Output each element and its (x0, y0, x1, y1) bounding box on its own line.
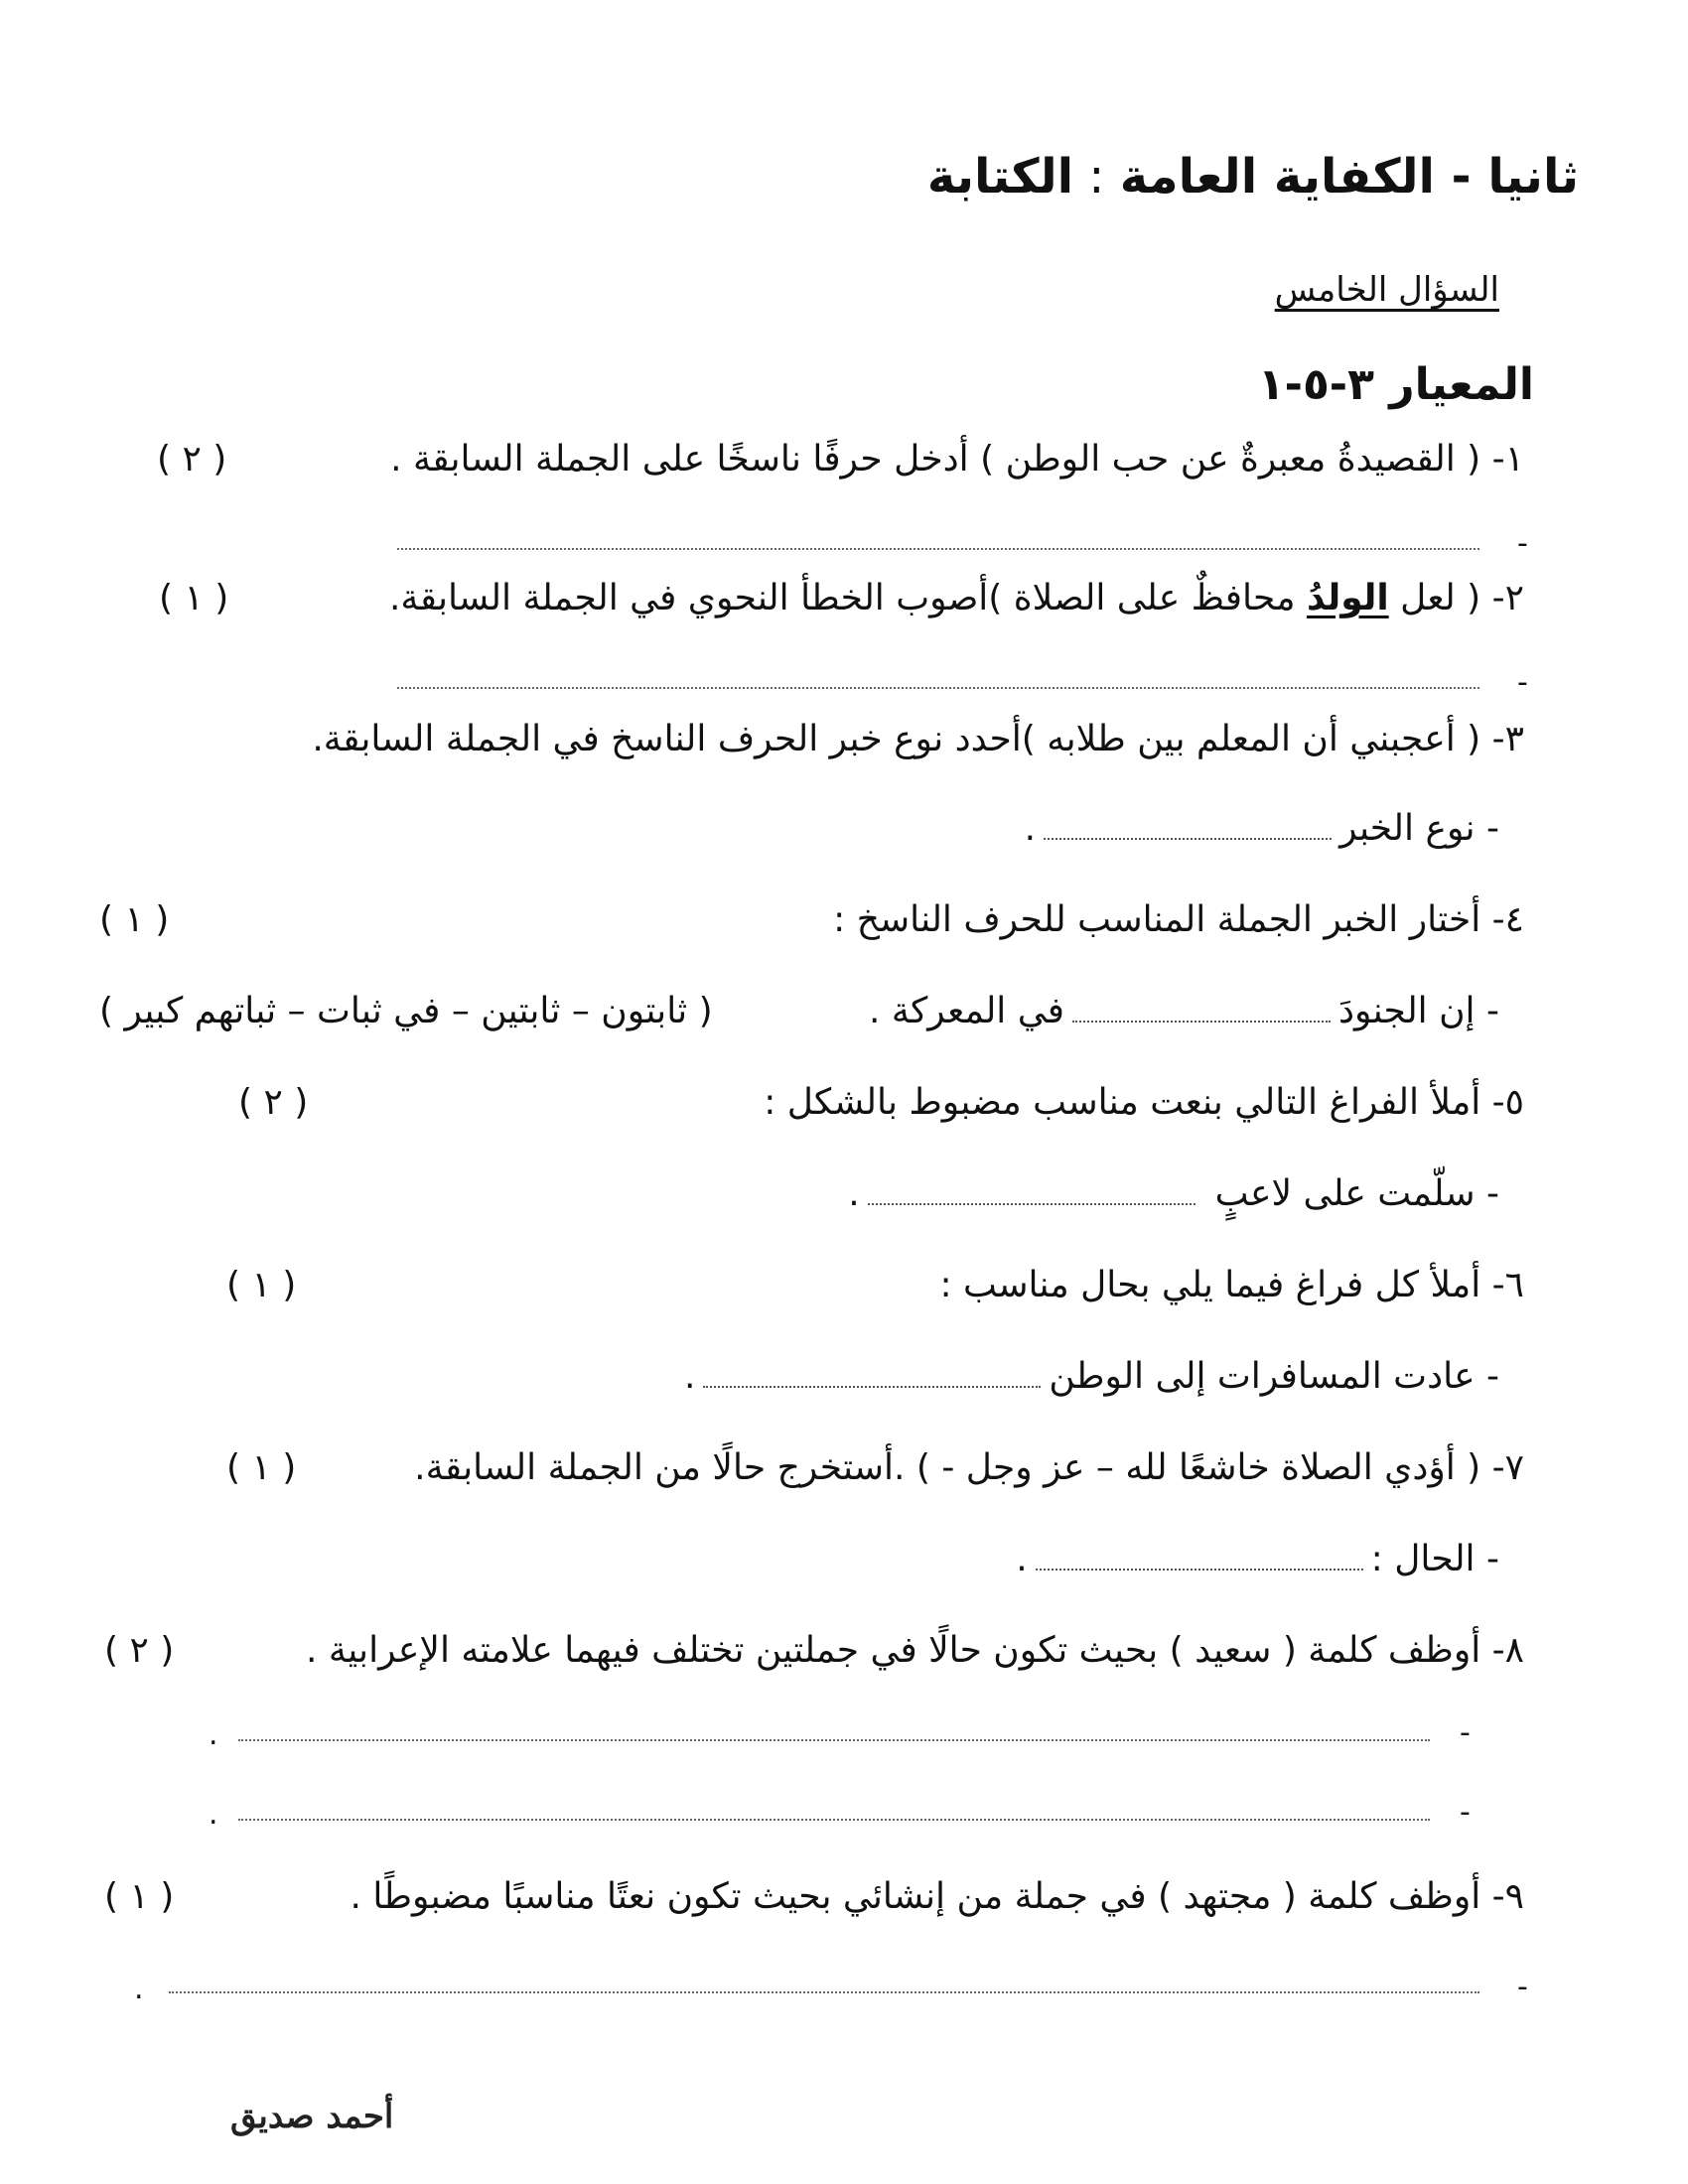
question-7-mark: ( ١ ) (226, 1447, 297, 1488)
answer-blank[interactable] (868, 1202, 1196, 1205)
question-3: ٣- ( أعجبني أن المعلم بين طلابه )أحدد نوع خبر الحرف الناسخ في الجملة السابقة. (312, 719, 1524, 759)
question-8: ٨- أوظف كلمة ( سعيد ) بحيث تكون حالًا في جملتين تختلف فيهما علامته الإعرابية . (306, 1630, 1524, 1671)
question-heading: السؤال الخامس (1274, 270, 1499, 310)
question-7: ٧- ( أؤدي الصلاة خاشعًا لله – عز وجل - ) .أستخرج حالًا من الجملة السابقة. (414, 1447, 1524, 1488)
question-4: ٤- أختار الخبر الجملة المناسب للحرف الناسخ : (833, 899, 1524, 940)
answer-line-8b[interactable] (238, 1819, 1430, 1821)
question-6-fill-line: - عادت المسافرات إلى الوطن. (683, 1356, 1499, 1397)
title-part-2: الكفاية العامة (1119, 149, 1435, 205)
answer-blank[interactable] (1036, 1568, 1363, 1570)
question-6: ٦- أملأ كل فراغ فيما يلي بحال مناسب : (939, 1265, 1524, 1305)
question-9-mark: ( ١ ) (104, 1876, 175, 1917)
answer-dash: - (1517, 526, 1528, 561)
question-5-mark: ( ٢ ) (238, 1082, 309, 1123)
question-9: ٩- أوظف كلمة ( مجتهد ) في جملة من إنشائي بحيث تكون نعتًا مناسبًا مضبوطًا . (350, 1876, 1524, 1917)
question-1: ١- ( القصيدةُ معبرةٌ عن حب الوطن ) أدخل حرفًا ناسخًا على الجملة السابقة . (390, 439, 1524, 479)
answer-dash: - (1460, 1715, 1471, 1750)
answer-dash: - (1517, 1970, 1528, 2004)
answer-line-2[interactable] (397, 687, 1479, 689)
question-2: ٢- ( لعل الولدُ محافظٌ على الصلاة )أصوب الخطأ النحوي في الجملة السابقة. (388, 578, 1524, 618)
answer-dash: - (1517, 665, 1528, 700)
underlined-word: الولدُ (1306, 578, 1389, 618)
answer-line-9[interactable] (169, 1991, 1479, 1993)
answer-blank[interactable] (1044, 837, 1332, 840)
question-4-fill-line: - إن الجنودَفي المعركة . (868, 991, 1499, 1031)
question-1-mark: ( ٢ ) (157, 439, 227, 479)
question-2-mark: ( ١ ) (159, 578, 229, 618)
answer-dash: - (1460, 1795, 1471, 1830)
question-8-mark: ( ٢ ) (104, 1630, 175, 1671)
question-6-mark: ( ١ ) (226, 1265, 297, 1305)
author-signature: أحمد صديق (230, 2097, 394, 2136)
answer-blank[interactable] (1072, 1020, 1331, 1023)
answer-line-8a[interactable] (238, 1739, 1430, 1741)
question-3-answer-row: - نوع الخبر. (1024, 808, 1499, 849)
question-7-fill-line: - الحال :. (1016, 1539, 1499, 1579)
question-5: ٥- أملأ الفراغ التالي بنعت مناسب مضبوط بالشكل : (764, 1082, 1524, 1123)
answer-line-1[interactable] (397, 548, 1479, 550)
title-part-1: ثانيا (1487, 149, 1579, 205)
question-5-fill-line: - سلّمت على لاعبٍ. (848, 1173, 1499, 1214)
section-title: ثانيا - الكفاية العامة : الكتابة (926, 149, 1579, 205)
answer-blank[interactable] (703, 1385, 1041, 1388)
answer-dot: . (209, 1797, 218, 1832)
title-part-3: الكتابة (926, 149, 1074, 205)
answer-dot: . (134, 1972, 144, 2006)
standard-label: المعيار ٣-٥-١ (1257, 359, 1534, 410)
answer-dot: . (209, 1717, 218, 1752)
question-4-mark: ( ١ ) (99, 899, 170, 940)
question-4-options: ( ثابتون – ثابتين – في ثبات – ثباتهم كبير ) (99, 991, 713, 1031)
